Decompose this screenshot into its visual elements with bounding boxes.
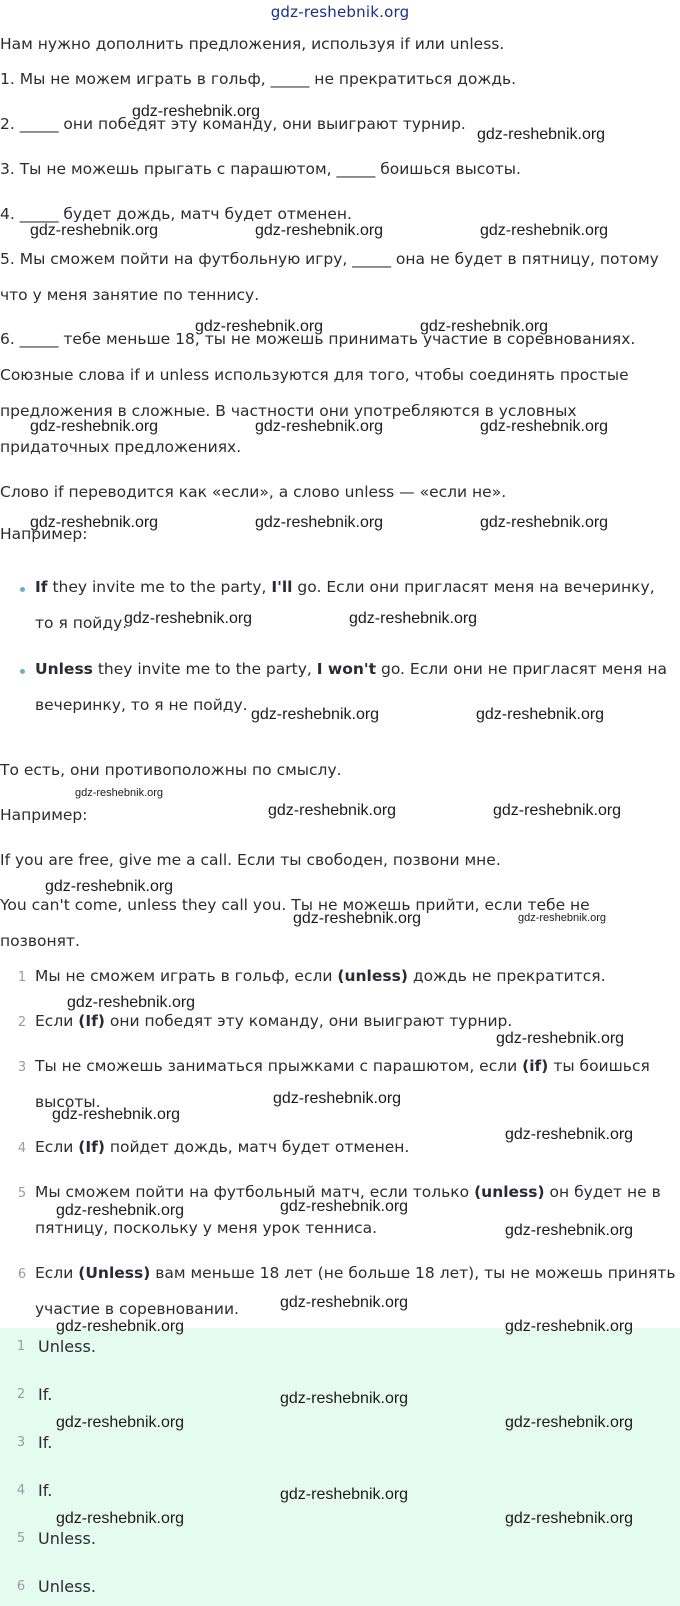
watermark: gdz-reshebnik.org: [124, 610, 253, 627]
bullet-2-line1: [35, 660, 667, 679]
answer-number-1: 1: [16, 1339, 26, 1354]
translation-number-2: 2: [17, 1015, 27, 1030]
translation-5-text-b: он будет не в: [544, 1183, 661, 1201]
translation-4-text-a: Если: [35, 1138, 79, 1156]
translation-5-keyword: (unless): [474, 1183, 545, 1201]
bullet-marker-1: [20, 587, 25, 592]
answer-4: If.: [38, 1481, 53, 1500]
watermark: gdz-reshebnik.org: [280, 1198, 409, 1215]
watermark: gdz-reshebnik.org: [349, 610, 478, 627]
translation-5-line2: пятницу, поскольку у меня урок тенниса.: [35, 1219, 378, 1237]
watermark: gdz-reshebnik.org: [505, 1510, 634, 1527]
bullet-1-text-b: go. Если они пригласят меня на вечеринку,: [292, 578, 655, 596]
translation-4-text-b: пойдет дождь, матч будет отменен.: [104, 1138, 410, 1156]
answer-3: If.: [38, 1433, 53, 1452]
translation-2-keyword: (If): [78, 1012, 105, 1030]
answer-number-5: 5: [16, 1531, 26, 1546]
bullet-1-line1: [35, 578, 655, 597]
theory-p1-line1: Союзные слова if и unless используются для того, чтобы соединять простые: [0, 366, 629, 384]
watermark: gdz-reshebnik.org: [132, 103, 261, 120]
example-label-2: Например:: [0, 806, 88, 824]
site-title[interactable]: gdz-reshebnik.org: [270, 3, 410, 21]
bullet-2-keyword-unless: Unless: [35, 660, 93, 678]
watermark: gdz-reshebnik.org: [56, 1318, 185, 1335]
translation-6-keyword: (Unless): [78, 1264, 151, 1282]
answer-2: If.: [38, 1385, 53, 1404]
translation-1-text-b: дождь не прекратится.: [407, 967, 606, 985]
translation-3-line2: высоты.: [35, 1093, 101, 1111]
translation-number-3: 3: [17, 1060, 27, 1075]
bullet-2-line2: вечеринку, то я не пойду.: [35, 696, 248, 714]
translation-6: [35, 1264, 675, 1282]
example-2-line2: позвонят.: [0, 932, 80, 950]
watermark: gdz-reshebnik.org: [52, 1106, 181, 1123]
watermark: gdz-reshebnik.org: [273, 1090, 402, 1107]
watermark: gdz-reshebnik.org: [493, 802, 622, 819]
translation-3-keyword: (if): [522, 1057, 549, 1075]
watermark: gdz-reshebnik.org: [268, 802, 397, 819]
example-2-line1: You can't come, unless they call you. Ты не можешь прийти, если тебе не: [0, 896, 590, 914]
answers-panel: [0, 1328, 680, 1606]
watermark: gdz-reshebnik.org: [505, 1222, 634, 1239]
watermark: gdz-reshebnik.org: [255, 514, 384, 531]
translation-3-text-a: Ты не сможешь заниматься прыжками с парашютом, если: [35, 1057, 523, 1075]
translation-4: [35, 1138, 409, 1156]
task-item-2: 2. _____ они победят эту команду, они выиграют турнир.: [0, 115, 466, 133]
translation-1: [35, 967, 606, 985]
task-intro: Нам нужно дополнить предложения, используя if или unless.: [0, 35, 505, 53]
watermark: gdz-reshebnik.org: [56, 1510, 185, 1527]
task-item-5: 5. Мы сможем пойти на футбольную игру, _____ она не будет в пятницу, потому: [0, 250, 659, 268]
watermark: gdz-reshebnik.org: [255, 222, 384, 239]
theory-p2: Слово if переводится как «если», а слово unless — «если не».: [0, 483, 507, 501]
watermark: gdz-reshebnik.org: [75, 787, 164, 799]
bullet-2-text-b: go. Если они не пригласят меня на: [376, 660, 667, 678]
bullet-2-text-a: they invite me to the party,: [92, 660, 317, 678]
watermark: gdz-reshebnik.org: [505, 1414, 634, 1431]
watermark: gdz-reshebnik.org: [505, 1126, 634, 1143]
example-label-1: Например:: [0, 525, 88, 543]
watermark: gdz-reshebnik.org: [505, 1318, 634, 1335]
translation-6-text-b: вам меньше 18 лет (не больше 18 лет), ты не можешь принять: [150, 1264, 676, 1282]
bullet-1-keyword-if: If: [35, 578, 48, 596]
watermark: gdz-reshebnik.org: [56, 1414, 185, 1431]
answer-number-6: 6: [16, 1579, 26, 1594]
watermark: gdz-reshebnik.org: [45, 878, 174, 895]
translation-3-text-b: ты боишься: [548, 1057, 650, 1075]
answer-number-2: 2: [16, 1387, 26, 1402]
theory-p1-line3: придаточных предложениях.: [0, 438, 242, 456]
watermark: gdz-reshebnik.org: [480, 418, 609, 435]
translation-number-4: 4: [17, 1141, 27, 1156]
watermark: gdz-reshebnik.org: [480, 222, 609, 239]
answer-number-3: 3: [16, 1435, 26, 1450]
watermark: gdz-reshebnik.org: [56, 1202, 185, 1219]
task-item-5-cont: что у меня занятие по теннису.: [0, 286, 260, 304]
task-item-1: 1. Мы не можем играть в гольф, _____ не прекратиться дождь.: [0, 70, 517, 88]
theory-p1-line2: предложения в сложные. В частности они употребляются в условных: [0, 402, 577, 420]
bullet-marker-2: [20, 669, 25, 674]
translation-1-keyword: (unless): [337, 967, 408, 985]
watermark: gdz-reshebnik.org: [496, 1030, 625, 1047]
watermark: gdz-reshebnik.org: [518, 912, 607, 924]
watermark: gdz-reshebnik.org: [480, 514, 609, 531]
bullet-1-text-a: they invite me to the party,: [47, 578, 272, 596]
watermark: gdz-reshebnik.org: [477, 126, 606, 143]
answer-5: Unless.: [38, 1529, 96, 1548]
watermark: gdz-reshebnik.org: [195, 318, 324, 335]
translation-6-line2: участие в соревновании.: [35, 1300, 239, 1318]
watermark: gdz-reshebnik.org: [476, 706, 605, 723]
watermark: gdz-reshebnik.org: [280, 1486, 409, 1503]
answer-6: Unless.: [38, 1577, 96, 1596]
translation-2: [35, 1012, 512, 1030]
translation-5-text-a: Мы сможем пойти на футбольный матч, если только: [35, 1183, 475, 1201]
watermark: gdz-reshebnik.org: [30, 514, 159, 531]
bullet-1-keyword-ill: I'll: [271, 578, 293, 596]
bullet-2-keyword-wont: I won't: [316, 660, 377, 678]
translation-number-5: 5: [17, 1186, 27, 1201]
translation-2-text-b: они победят эту команду, они выиграют турнир.: [104, 1012, 513, 1030]
theory-p3: То есть, они противоположны по смыслу.: [0, 761, 342, 779]
translation-4-keyword: (If): [78, 1138, 105, 1156]
translation-3: [35, 1057, 650, 1075]
watermark: gdz-reshebnik.org: [255, 418, 384, 435]
answer-number-4: 4: [16, 1483, 26, 1498]
watermark: gdz-reshebnik.org: [280, 1294, 409, 1311]
watermark: gdz-reshebnik.org: [420, 318, 549, 335]
watermark: gdz-reshebnik.org: [30, 222, 159, 239]
watermark: gdz-reshebnik.org: [67, 994, 196, 1011]
translation-6-text-a: Если: [35, 1264, 79, 1282]
task-item-6: 6. _____ тебе меньше 18, ты не можешь принимать участие в соревнованиях.: [0, 330, 636, 348]
translation-2-text-a: Если: [35, 1012, 79, 1030]
answer-1: Unless.: [38, 1337, 96, 1356]
watermark: gdz-reshebnik.org: [251, 706, 380, 723]
translation-number-6: 6: [17, 1267, 27, 1282]
bullet-1-line2: то я пойду.: [35, 614, 128, 632]
watermark: gdz-reshebnik.org: [280, 1390, 409, 1407]
translation-1-text-a: Мы не сможем играть в гольф, если: [35, 967, 338, 985]
watermark: gdz-reshebnik.org: [30, 418, 159, 435]
example-1: If you are free, give me a call. Если ты свободен, позвони мне.: [0, 851, 501, 869]
translation-number-1: 1: [17, 970, 27, 985]
task-item-4: 4. _____ будет дождь, матч будет отменен.: [0, 205, 352, 223]
watermark: gdz-reshebnik.org: [293, 910, 422, 927]
task-item-3: 3. Ты не можешь прыгать с парашютом, _____ боишься высоты.: [0, 160, 521, 178]
